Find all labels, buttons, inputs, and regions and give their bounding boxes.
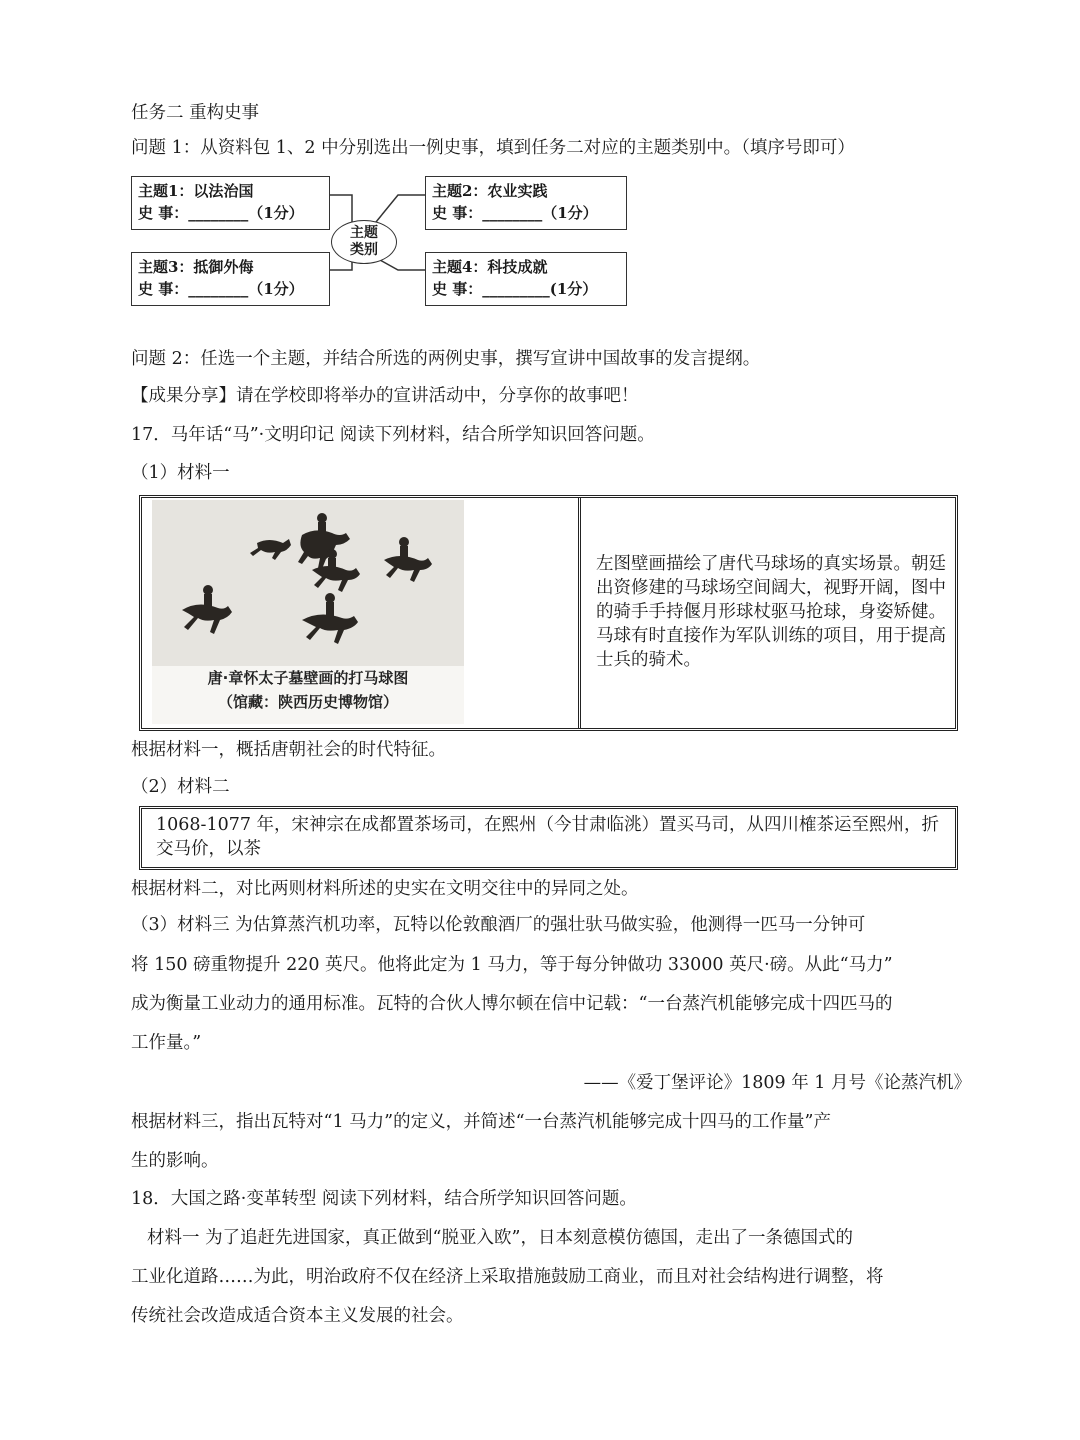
- q17-part3-question-line1: 根据材料三，指出瓦特对“1 马力”的定义，并简述“一台蒸汽机能够完成十四马的工作量”产: [131, 1112, 831, 1132]
- material3-line3: 成为衡量工业动力的通用标准。瓦特的合伙人博尔顿在信中记载：“一台蒸汽机能够完成十四匹马的: [131, 994, 893, 1014]
- q17-part1-label: （1）材料一: [131, 463, 230, 483]
- polo-mural-image: [152, 500, 464, 724]
- task2-title: 任务二 重构史事: [131, 103, 260, 123]
- theme-3-label: 主题3：抵御外侮: [138, 258, 254, 276]
- theme-4-fill: 史 事：_________(1分）: [432, 280, 598, 298]
- theme-box-3: [131, 252, 330, 306]
- q17-part2-question: 根据材料二，对比两则材料所述的史实在文明交往中的异同之处。: [131, 879, 639, 899]
- theme-box-2: [425, 176, 627, 230]
- task2-question1: 问题 1：从资料包 1、2 中分别选出一例史事，填到任务二对应的主题类别中。（填序号即可）: [131, 138, 855, 158]
- q17-part2-label: （2）材料二: [131, 777, 230, 797]
- theme-3-fill: 史 事：________（1分）: [138, 280, 304, 298]
- theme-2-label: 主题2：农业实践: [432, 182, 548, 200]
- painting-caption-line2: （馆藏：陕西历史博物馆）: [217, 693, 398, 711]
- material3-line2: 将 150 磅重物提升 220 英尺。他将此定为 1 马力，等于每分钟做功 33000 英尺·磅。从此“马力”: [131, 955, 893, 975]
- theme-category-oval: [331, 220, 397, 264]
- q17-title: 17．马年话“马”·文明印记 阅读下列材料，结合所学知识回答问题。: [131, 425, 655, 445]
- oval-line2: 类别: [350, 242, 378, 258]
- share-note: 【成果分享】请在学校即将举办的宣讲活动中，分享你的故事吧！: [131, 386, 639, 406]
- theme-2-fill: 史 事：________（1分）: [432, 204, 598, 222]
- q17-part3-question-line2: 生的影响。: [131, 1151, 219, 1171]
- q18-material1-line3: 传统社会改造成适合资本主义发展的社会。: [131, 1306, 464, 1326]
- oval-line1: 主题: [350, 225, 378, 241]
- theme-box-4: [425, 252, 627, 306]
- material1-text: 左图壁画描绘了唐代马球场的真实场景。朝廷出资修建的马球场空间阔大，视野开阔，图中的骑手手持偃月形球杖驱马抢球，身姿矫健。马球有时直接作为军队训练的项目，用于提高士兵的骑术。: [596, 554, 946, 670]
- theme-box-1: [131, 176, 330, 230]
- theme-1-label: 主题1：以法治国: [138, 182, 254, 200]
- q18-material1-line2: 工业化道路……为此，明治政府不仅在经济上采取措施鼓励工商业，而且对社会结构进行调整，将: [131, 1267, 884, 1287]
- material1-divider: [578, 498, 581, 728]
- theme-4-label: 主题4：科技成就: [432, 258, 548, 276]
- q17-part1-question: 根据材料一，概括唐朝社会的时代特征。: [131, 740, 446, 760]
- material3-source: ——《爱丁堡评论》1809 年 1 月号《论蒸汽机》: [583, 1073, 971, 1093]
- painting-caption-line1: 唐·章怀太子墓壁画的打马球图: [207, 669, 409, 687]
- painting-caption: [152, 666, 464, 724]
- theme-1-fill: 史 事：________（1分）: [138, 204, 304, 222]
- material3-line1: （3）材料三 为估算蒸汽机功率，瓦特以伦敦酿酒厂的强壮驮马做实验，他测得一匹马一分钟可: [131, 915, 866, 935]
- material2-text: 1068-1077 年，宋神宗在成都置茶场司，在熙州（今甘肃临洮）置买马司，从四川榷茶运至熙州，折交马价，以茶: [156, 815, 940, 859]
- material3-line4: 工作量。”: [131, 1033, 202, 1053]
- q18-material1-line1: 材料一 为了追赶先进国家，真正做到“脱亚入欧”，日本刻意模仿德国，走出了一条德国式的: [147, 1228, 853, 1248]
- task2-question2: 问题 2：任选一个主题，并结合所选的两例史事，撰写宣讲中国故事的发言提纲。: [131, 349, 761, 369]
- polo-riders-illustration: [152, 500, 464, 670]
- q18-title: 18．大国之路·变革转型 阅读下列材料，结合所学知识回答问题。: [131, 1189, 637, 1209]
